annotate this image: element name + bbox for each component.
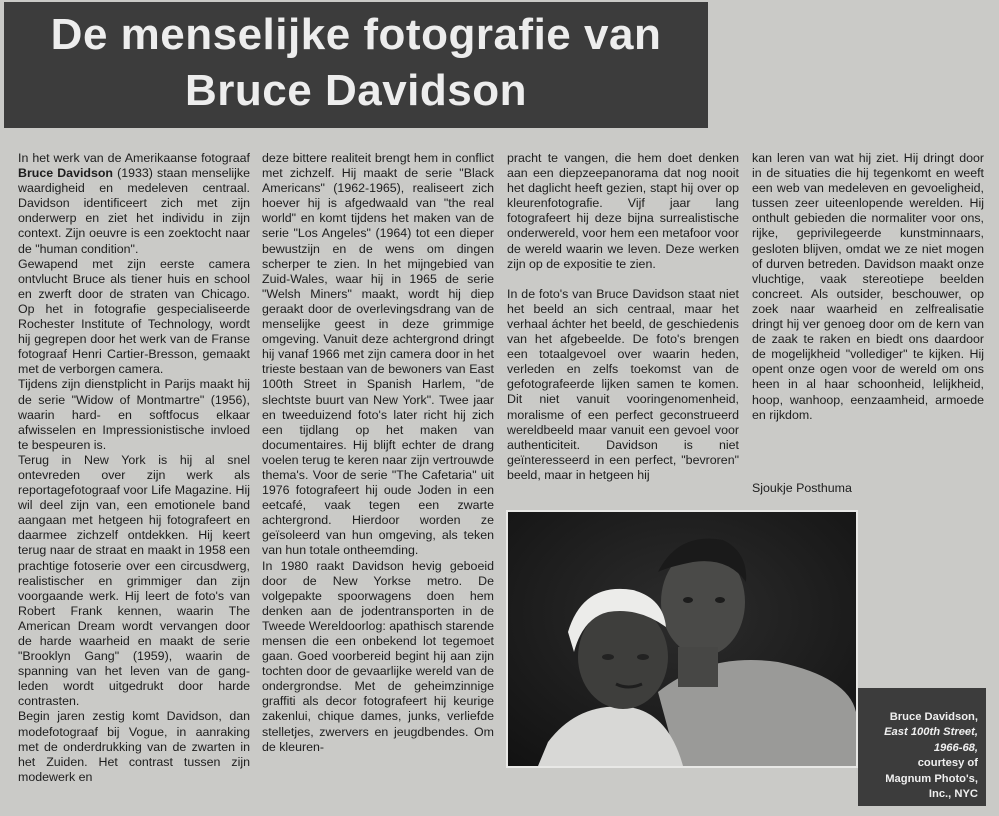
text-column-3 bbox=[507, 151, 739, 483]
paragraph: In de foto's van Bruce Davidson staat niet het beeld an sich centraal, maar het verhaal áchter het beeld, de geschiedenis van het afgebeelde. De foto's brengen een totaalgevoel over waarin heden, verleden en zelfs toekomst van de gefotografeerde lijken samen te komen. Dit niet vanuit vooringenomenheid, moralisme of een perfect geconstrueerd wereldbeeld maar vanuit een gevoel voor authenticiteit. Davidson is niet geïnteresseerd in een perfect, "bevroren" beeld, maar in hetgeen hij bbox=[507, 286, 739, 482]
headline-line-1: De menselijke fotografie van bbox=[50, 10, 662, 59]
paragraph: Terug in New York is hij al snel ontevreden over zijn werk als reportagefotograaf voor Life Magazine. Hij wil deel zijn van, een emotionele band aangaan met hetgeen hij fotografeert en daarmee zichzelf ontdekken. Hij keert terug naar de straat en maakt in 1958 een prachtige fotoserie over een circusdwerg, realistischer en grimmiger dan zijn voorgaande werk. Hij leert de foto's van Robert Frank kennen, waarin The American Dream wordt vervangen door de harde waarheid en maakt de serie "Brooklyn Gang" (1959), waarin de spanning van het leven van de gang-leden wordt uitgedrukt door harde contrasten. bbox=[18, 452, 250, 709]
photograph bbox=[506, 510, 858, 768]
intro-text-b: (1933) staan menselijke waardigheid en medeleven centraal. Davidson identificeert zich met zijn onderwerp en ziet het individu in zijn context. Zijn oeuvre is een zoektocht naar de "human condition". bbox=[18, 166, 250, 256]
paragraph: Begin jaren zestig komt Davidson, dan modefotograaf bij Vogue, in aanraking met de onderdrukking van de zwarten in het Zuiden. Het contrast tussen zijn modewerk en bbox=[18, 709, 250, 784]
text-column-1 bbox=[18, 151, 250, 785]
headline-line-2: Bruce Davidson bbox=[185, 66, 527, 115]
paragraph: kan leren van wat hij ziet. Hij dringt door in de situaties die hij tegenkomt en weeft een web van medeleven en gevoeligheid, tussen zeer uiteenlopende werelden. Hij onthult gebieden die normaliter voor ons, rijke, geprivilegeerde kunstminnaars, gesloten blijven, omdat we ze niet mogen of durven betreden. Davidson maakt onze vluchtige, vaak stereotiepe beelden concreet. Als outsider, beschouwer, op zoek naar waarheid en zelfrealisatie dringt hij ver genoeg door om de kern van de zaak te raken en biedt ons daardoor de mogelijkheid "vollediger" te kijken. Hij opent onze ogen voor de wereld om ons heen in al haar schoonheid, lelijkheid, hoop, wanhoop, eenzaamheid, armoede en rijkdom. bbox=[752, 151, 984, 422]
paragraph: In 1980 raakt Davidson hevig geboeid door de New Yorkse metro. De volgepakte spoorwagens doen hem denken aan de jodentransporten in de Tweede Wereldoorlog: apathisch starende mensen die een onbekend lot tegemoet gaan. Goed voorbereid begint hij aan zijn tochten door de gevaarlijke wereld van de ondergrondse. Met de geheimzinnige graffiti als decor fotografeert hij keurige zakenlui, chique dames, junks, verliefde stelletjes, zwervers en jeugdbendes. Om de kleuren- bbox=[262, 558, 494, 754]
photographer-name: Bruce Davidson bbox=[18, 166, 113, 181]
text-column-4 bbox=[752, 151, 984, 423]
caption-line: Bruce Davidson, bbox=[889, 711, 978, 723]
photo-caption bbox=[858, 688, 986, 806]
caption-line: courtesy of bbox=[917, 757, 978, 770]
caption-line: East 100th Street, bbox=[884, 726, 978, 739]
author-signature: Sjoukje Posthuma bbox=[752, 481, 852, 495]
paragraph: Gewapend met zijn eerste camera ontvlucht Bruce als tiener huis en school en zwerft door de straten van Chicago. Op het in fotografie gespecialiseerde Rochester Institute of Technology, wordt hij gegrepen door het werk van de Franse fotograaf Henri Cartier-Bresson, gemaakt met de verborgen camera. bbox=[18, 256, 250, 377]
intro-text-a: In het werk van de Amerikaanse fotograaf bbox=[18, 151, 250, 165]
headline-box bbox=[4, 2, 708, 128]
paragraph: pracht te vangen, die hem doet denken aan een diepzeepanorama dat nog nooit het daglicht heeft gezien, stapt hij over op kleurenfotografie. Vijf jaar lang fotografeert hij deze bijna surrealistische onderwereld, voor hem een metafoor voor de wereld waarin we leven. Deze werken zijn op de expositie te zien. bbox=[507, 151, 739, 271]
photograph-illustration bbox=[508, 512, 856, 766]
caption-line: Inc., NYC bbox=[928, 788, 978, 801]
text-column-2 bbox=[262, 151, 494, 755]
caption-line: Magnum Photo's, bbox=[885, 772, 978, 785]
intro-paragraph bbox=[18, 151, 250, 257]
paragraph: Tijdens zijn dienstplicht in Parijs maakt hij de serie "Widow of Montmartre" (1956), waarin hard- en softfocus elkaar afwisselen en Impressionistische invloed te bespeuren is. bbox=[18, 377, 250, 452]
paragraph: deze bittere realiteit brengt hem in conflict met zichzelf. Hij maakt de serie "Black Americans" (1962-1965), realiseert zich hoever hij is afgedwaald van "the real world" en komt tijdens het maken van de serie "Los Angeles" (1964) tot een dieper bewustzijn en de wens om dingen scherper te zien. In het mijngebied van Zuid-Wales, waar hij in 1965 de serie "Welsh Miners" maakt, wordt hij diep geraakt door de overlevingsdrang van de menselijke geest in deze grimmige omgeving. Vanuit deze achtergrond dringt hij vanaf 1966 met zijn camera door in het trieste bestaan van de bewoners van East 100th Street in Spanish Harlem, "de slechtste buurt van New York". Twee jaar en tweeduizend foto's later richt hij zich een tijdlang op het maken van documentaires. Hij blijft echter de drang voelen terug te keren naar zijn vertrouwde thema's. Voor de serie "The Cafetaria" uit 1976 fotografeert hij oude Joden in een eetcafé, vaak tegen een zwarte achtergrond. Hierdoor worden ze geïsoleerd van hun omgeving, als teken van hun totale ontheemding. bbox=[262, 151, 494, 558]
caption-line: 1966-68, bbox=[933, 741, 978, 754]
